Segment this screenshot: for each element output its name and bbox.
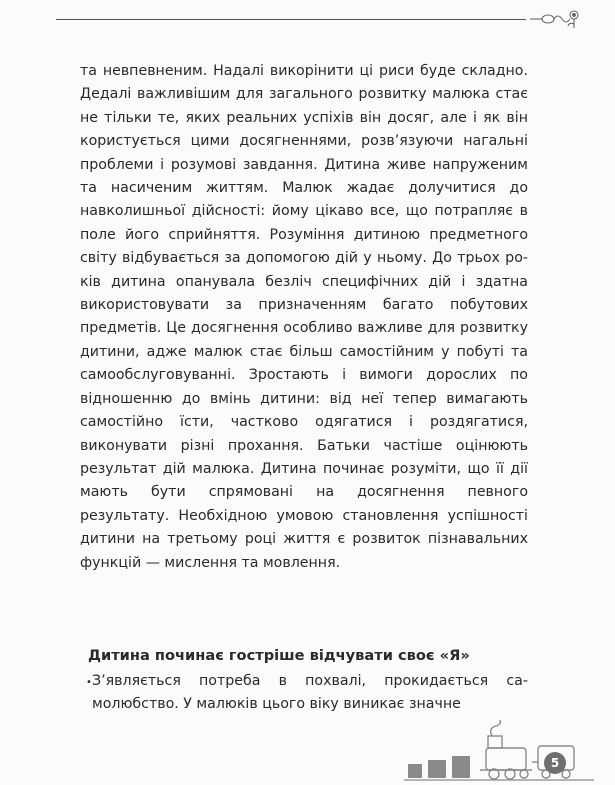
page-number: 5 <box>544 752 566 774</box>
header-rule <box>56 19 526 20</box>
section-heading: Дитина починає гостріше відчувати своє «Я» <box>88 647 470 664</box>
bullet-item: З’являється потреба в похвалі, прокидається самолюбство. У малюків цього віку виникає значне <box>92 673 528 713</box>
bullet-marker: • <box>86 677 92 688</box>
flower-ornament-icon <box>528 4 584 34</box>
body-paragraph: та невпевненим. Надалі викорінити ці риси буде складно. Дедалі важливішим для загального розвитку малюка стає не тільки те, яких реальних успіхів він досяг, але і як він користується цими досягненнями, розв’язуючи нагальні проблеми і розумові завдання. Дитина живе напруженим та насиченим життям. Малюк жадає долучитися до навколишньої дійсності: йому цікаво все, що потрапляє в поле його сприйняття. Розуміння дитиною предметного світу відбувається за допомогою дій у ньому. До трьох років дитина опанувала безліч специфічних дій і здатна використовувати за призначенням багато побутових предметів. Це досягнення особливо важливе для розвитку дитини, адже малюк стає більш самостійним у побуті та самообслуговуванні. Зростають і вимоги дорослих по відношенню до вмінь дитини: від неї тепер вимагають самостійно їсти, частково одягатися і роздягатися, виконувати різні прохання. Батьки частіше оцінюють результат дій малюка. Дитина починає розуміти, що її дії мають бути спрямовані на досягнення певного результату. Необхідною умовою становлення успішності дитини на третьому році життя є розвиток пізнавальних функцій — мислення та мовлення. <box>80 63 528 571</box>
toy-train-icon <box>404 718 594 784</box>
